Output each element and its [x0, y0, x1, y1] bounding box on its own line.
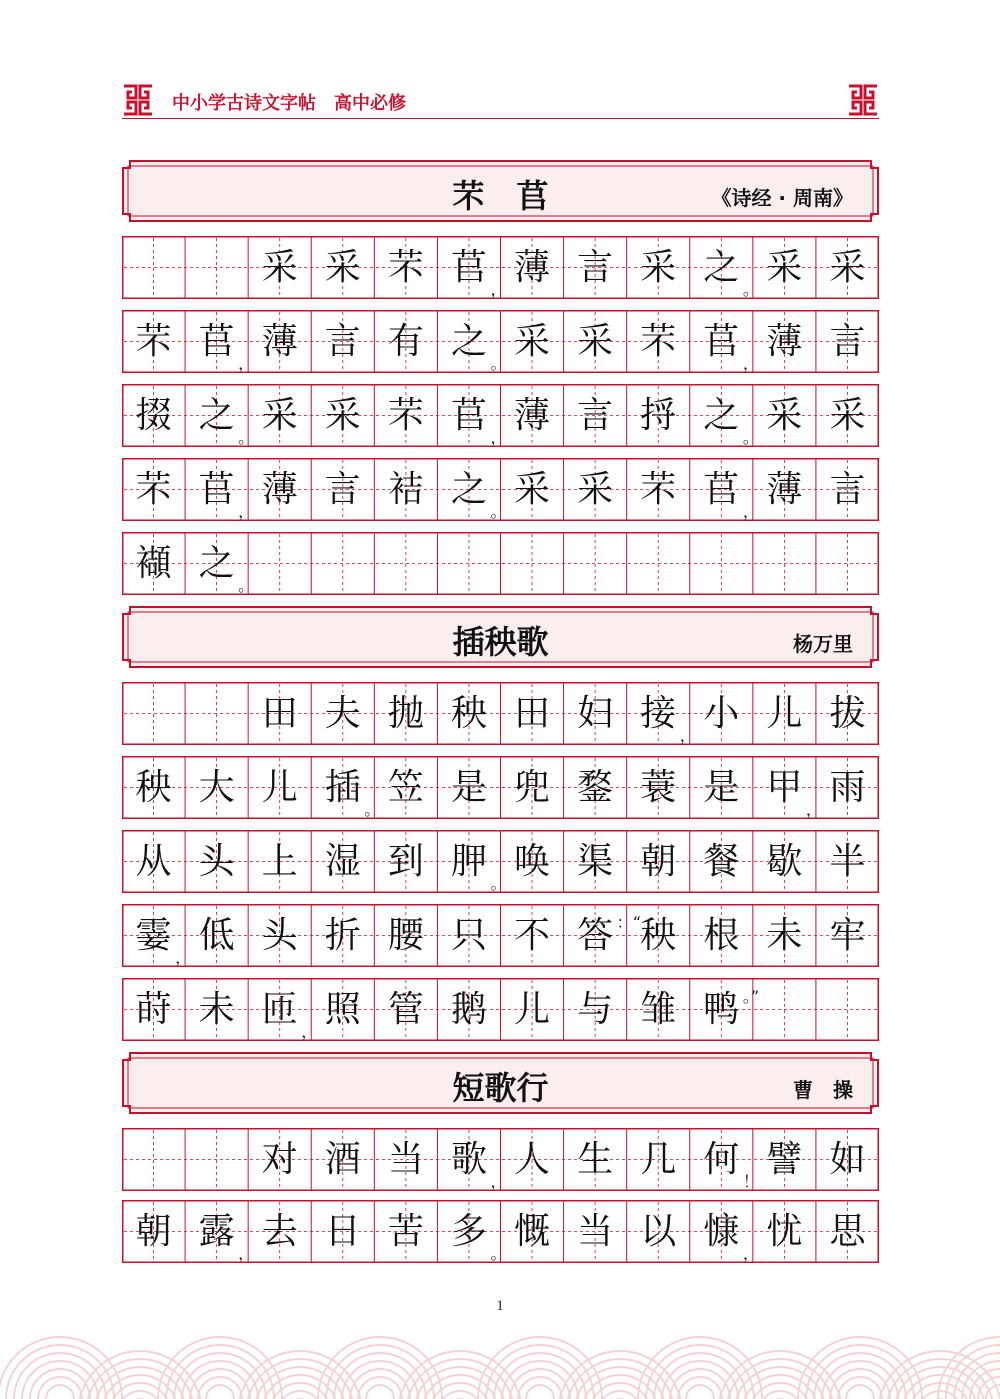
tianzige-row — [122, 756, 879, 819]
grid-cell: 露 — [198, 1211, 235, 1252]
grid-cell: 薄 — [766, 469, 803, 510]
grid-cell: 言 — [324, 321, 361, 362]
grid-cell: 是 — [703, 767, 740, 808]
grid-cell — [374, 532, 437, 595]
grid-cell: 掇 — [135, 395, 172, 436]
grid-cell: 忧 — [766, 1211, 803, 1252]
grid-cell — [753, 978, 816, 1041]
grid-cell — [311, 532, 374, 595]
punctuation-mark: 。” — [742, 987, 760, 1006]
grid-cell: 芣 — [640, 321, 677, 362]
grid-cell: 薄 — [261, 469, 298, 510]
grid-cell: 当 — [387, 1139, 424, 1180]
grid-cell: 苢 — [198, 469, 235, 510]
tianzige-row — [122, 830, 879, 893]
grid-cell: 头 — [261, 915, 298, 956]
grid-cell: 之 — [450, 321, 487, 362]
grid-cell — [248, 532, 311, 595]
grid-cell: 采 — [577, 321, 614, 362]
grid-cell: 腰 — [387, 915, 424, 956]
grid-cell: 兜 — [514, 767, 551, 808]
header-rule — [122, 118, 879, 119]
grid-cell: 田 — [261, 693, 298, 734]
grid-cell: 儿 — [514, 989, 551, 1030]
grid-cell: 鹅 — [450, 989, 487, 1030]
grid-cell: 抛 — [387, 693, 424, 734]
poem-author: 曹 操 — [793, 1078, 853, 1102]
grid-cell: 半 — [829, 841, 866, 882]
grid-cell: 苦 — [387, 1211, 424, 1252]
grid-cell: 苢 — [450, 247, 487, 288]
grid-cell: 生 — [577, 1139, 614, 1180]
grid-cell: 薄 — [514, 247, 551, 288]
grid-cell: 插 — [324, 767, 361, 808]
grid-cell — [122, 1128, 185, 1191]
punctuation-mark: ， — [805, 800, 822, 819]
grid-cell: 言 — [324, 469, 361, 510]
grid-cell — [122, 236, 185, 299]
grid-cell: 湿 — [324, 841, 361, 882]
grid-cell: 不 — [514, 915, 551, 956]
grid-cell: 采 — [514, 469, 551, 510]
grid-cell: 慷 — [703, 1211, 740, 1252]
grid-cell: 低 — [198, 915, 235, 956]
grid-cell: 多 — [450, 1211, 487, 1252]
grid-cell: 袺 — [387, 469, 424, 510]
grid-cell: 照 — [324, 989, 361, 1030]
grid-cell: 言 — [829, 469, 866, 510]
grid-cell: 芣 — [387, 247, 424, 288]
punctuation-mark: 。 — [364, 800, 381, 819]
grid-cell: 匝 — [261, 989, 298, 1030]
grid-cell: 薄 — [766, 321, 803, 362]
grid-cell — [185, 682, 248, 745]
grid-cell: 几 — [640, 1139, 677, 1180]
grid-cell: 是 — [450, 767, 487, 808]
tianzige-row — [122, 310, 879, 373]
grid-cell: 管 — [387, 989, 424, 1030]
grid-cell: 芣 — [135, 321, 172, 362]
punctuation-mark: ， — [238, 354, 255, 373]
grid-cell: 田 — [514, 693, 551, 734]
punctuation-mark: 。 — [742, 280, 759, 299]
poem-author: 《诗经 · 周南》 — [711, 186, 853, 210]
punctuation-mark: ， — [301, 1022, 318, 1041]
tianzige-row — [122, 904, 879, 967]
grid-cell: 只 — [450, 915, 487, 956]
grid-cell: 薄 — [261, 321, 298, 362]
grid-cell: 笠 — [387, 767, 424, 808]
grid-cell — [185, 236, 248, 299]
punctuation-mark: ！ — [742, 1172, 759, 1191]
tianzige-row — [122, 384, 879, 447]
grid-cell: 折 — [324, 915, 361, 956]
grid-cell: 未 — [766, 915, 803, 956]
grid-cell — [816, 532, 879, 595]
grid-cell: 采 — [324, 247, 361, 288]
grid-cell: 秧 — [450, 693, 487, 734]
grid-cell: 苢 — [703, 469, 740, 510]
grid-cell: 慨 — [514, 1211, 551, 1252]
grid-cell: 霎 — [135, 915, 172, 956]
grid-cell: 儿 — [766, 693, 803, 734]
grid-cell: 朝 — [640, 841, 677, 882]
grid-cell — [690, 532, 753, 595]
grid-cell: 歌 — [450, 1139, 487, 1180]
tianzige-row — [122, 682, 879, 745]
grid-cell: 采 — [514, 321, 551, 362]
grid-cell: 采 — [766, 395, 803, 436]
punctuation-mark: ：“ — [616, 913, 641, 932]
grid-cell: 胛 — [450, 841, 487, 882]
grid-cell: 采 — [640, 247, 677, 288]
punctuation-mark: 。 — [238, 576, 255, 595]
tianzige-row — [122, 1200, 879, 1263]
grid-cell: 酒 — [324, 1139, 361, 1180]
grid-cell: 日 — [324, 1211, 361, 1252]
grid-cell — [185, 1128, 248, 1191]
grid-cell: 之 — [198, 395, 235, 436]
punctuation-mark: ， — [238, 1244, 255, 1263]
punctuation-mark: 。 — [490, 1244, 507, 1263]
poem-title-banner — [122, 1052, 879, 1114]
grid-cell: 头 — [198, 841, 235, 882]
poem-title: 芣 苢 — [452, 177, 549, 215]
punctuation-mark: ， — [679, 726, 696, 745]
grid-cell: 芣 — [640, 469, 677, 510]
grid-cell: 之 — [450, 469, 487, 510]
grid-cell: 芣 — [387, 395, 424, 436]
grid-cell — [816, 978, 879, 1041]
punctuation-mark: ， — [175, 948, 192, 967]
grid-cell — [753, 532, 816, 595]
grid-cell: 之 — [198, 543, 235, 584]
grid-cell: 雨 — [829, 767, 866, 808]
grid-cell: 苢 — [703, 321, 740, 362]
grid-cell: 当 — [577, 1211, 614, 1252]
grid-cell: 儿 — [261, 767, 298, 808]
grid-cell: 薄 — [514, 395, 551, 436]
meander-knot-icon — [847, 84, 879, 116]
grid-cell: 何 — [703, 1139, 740, 1180]
grid-cell: 与 — [577, 989, 614, 1030]
grid-cell: 妇 — [577, 693, 614, 734]
grid-cell: 朝 — [135, 1211, 172, 1252]
grid-cell: 如 — [829, 1139, 866, 1180]
grid-cell: 甲 — [766, 767, 803, 808]
grid-cell: 采 — [829, 395, 866, 436]
grid-cell: 未 — [198, 989, 235, 1030]
tianzige-row — [122, 978, 879, 1041]
punctuation-mark: 。 — [742, 428, 759, 447]
grid-cell: 言 — [577, 247, 614, 288]
grid-cell — [122, 682, 185, 745]
grid-cell: 人 — [514, 1139, 551, 1180]
grid-cell: 从 — [135, 841, 172, 882]
punctuation-mark: ， — [742, 354, 759, 373]
punctuation-mark: ， — [490, 428, 507, 447]
grid-cell: 苢 — [450, 395, 487, 436]
tianzige-row — [122, 236, 879, 299]
tianzige-row — [122, 1128, 879, 1191]
grid-cell: 餐 — [703, 841, 740, 882]
grid-cell: 歇 — [766, 841, 803, 882]
grid-cell: 言 — [577, 395, 614, 436]
grid-cell: 以 — [640, 1211, 677, 1252]
punctuation-mark: ， — [742, 1244, 759, 1263]
grid-cell: 之 — [703, 395, 740, 436]
grid-cell — [564, 532, 627, 595]
grid-cell: 接 — [640, 693, 677, 734]
grid-cell: 采 — [324, 395, 361, 436]
grid-cell: 渠 — [577, 841, 614, 882]
grid-cell: 芣 — [135, 469, 172, 510]
grid-cell: 蓑 — [640, 767, 677, 808]
punctuation-mark: 。 — [490, 502, 507, 521]
punctuation-mark: 。 — [490, 354, 507, 373]
grid-cell: 譬 — [766, 1139, 803, 1180]
grid-cell: 雏 — [640, 989, 677, 1030]
page-number: 1 — [496, 1298, 504, 1314]
grid-cell: 唤 — [514, 841, 551, 882]
grid-cell: 有 — [387, 321, 424, 362]
grid-cell: 去 — [261, 1211, 298, 1252]
punctuation-mark: ， — [742, 502, 759, 521]
poem-title-banner — [122, 160, 879, 222]
grid-cell: 拔 — [829, 693, 866, 734]
punctuation-mark: 。 — [238, 428, 255, 447]
grid-cell: 思 — [829, 1211, 866, 1252]
grid-cell: 夫 — [324, 693, 361, 734]
grid-cell: 采 — [766, 247, 803, 288]
tianzige-row — [122, 458, 879, 521]
grid-cell: 对 — [261, 1139, 298, 1180]
grid-cell: 牢 — [829, 915, 866, 956]
grid-cell: 秧 — [640, 915, 677, 956]
grid-cell: 上 — [261, 841, 298, 882]
grid-cell: 采 — [261, 395, 298, 436]
poem-title-banner — [122, 606, 879, 668]
grid-cell: 莳 — [135, 989, 172, 1030]
grid-cell: 襭 — [135, 543, 172, 584]
grid-cell: 采 — [829, 247, 866, 288]
series-title: 中小学古诗文字帖 高中必修 — [172, 93, 406, 114]
punctuation-mark: ， — [490, 280, 507, 299]
page-header — [122, 84, 879, 120]
punctuation-mark: 。 — [490, 874, 507, 893]
poem-title: 短歌行 — [452, 1069, 549, 1107]
grid-cell: 答 — [577, 915, 614, 956]
poem-title: 插秧歌 — [452, 623, 549, 661]
grid-cell — [501, 532, 564, 595]
grid-cell: 秧 — [135, 767, 172, 808]
grid-cell: 采 — [261, 247, 298, 288]
grid-cell: 根 — [703, 915, 740, 956]
grid-cell: 大 — [198, 767, 235, 808]
grid-cell: 言 — [829, 321, 866, 362]
grid-cell — [627, 532, 690, 595]
grid-cell: 采 — [577, 469, 614, 510]
grid-cell: 到 — [387, 841, 424, 882]
poem-author: 杨万里 — [793, 632, 853, 656]
punctuation-mark: ， — [238, 502, 255, 521]
grid-cell: 捋 — [640, 395, 677, 436]
punctuation-mark: ， — [490, 1172, 507, 1191]
grid-cell: 之 — [703, 247, 740, 288]
meander-knot-icon — [122, 84, 154, 116]
grid-cell: 小 — [703, 693, 740, 734]
tianzige-row — [122, 532, 879, 595]
grid-cell: 鍪 — [577, 767, 614, 808]
grid-cell: 苢 — [198, 321, 235, 362]
cloud-pattern-decoration — [0, 1318, 1000, 1399]
grid-cell — [437, 532, 500, 595]
grid-cell: 鸭 — [703, 989, 740, 1030]
